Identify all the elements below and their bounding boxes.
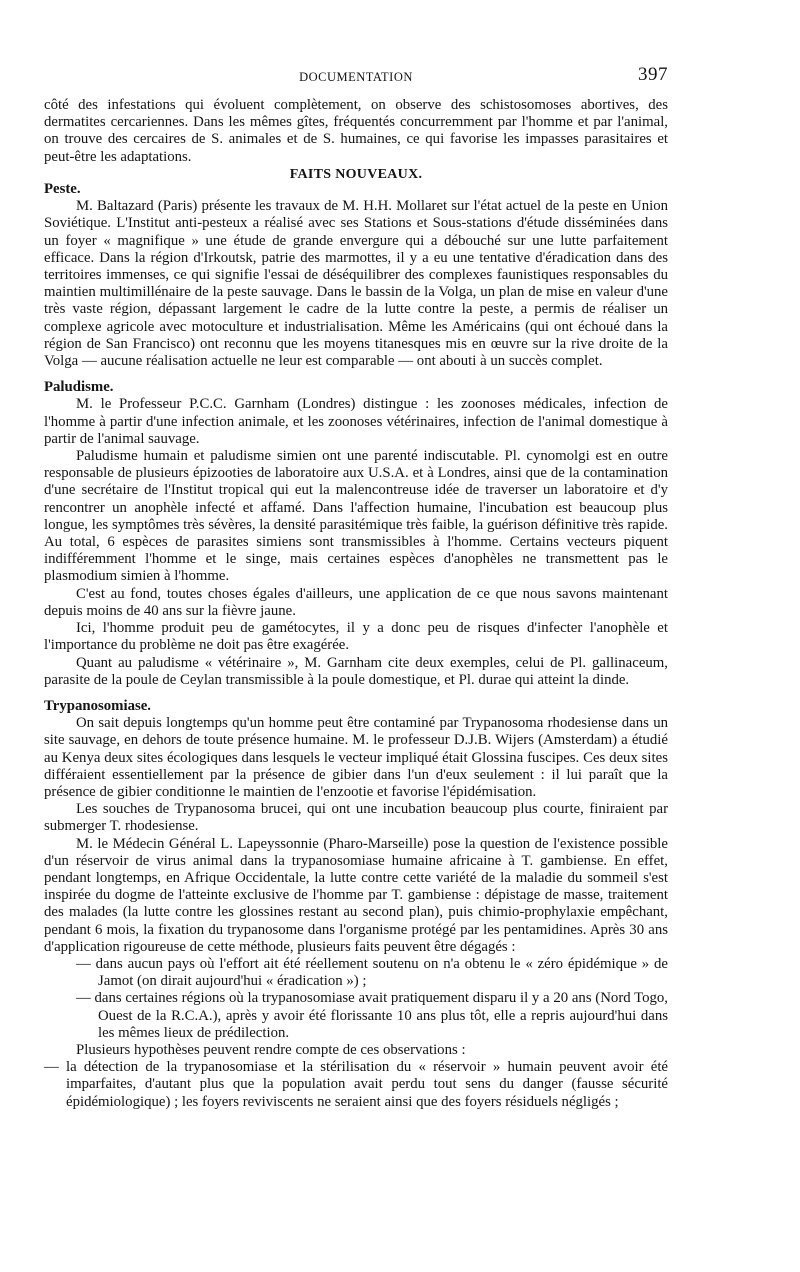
- article-body: [44, 97, 668, 1111]
- paludisme-paragraph-1: M. le Professeur P.C.C. Garnham (Londres) distingue : les zoonoses médicales, infection de l'homme à partir d'une infection animale, et les zoonoses vétérinaires, infection de l'animal domestique à partir de l'animal sauvage.: [44, 396, 668, 447]
- trypanosomiase-paragraph-2: Les souches de Trypanosoma brucei, qui ont une incubation beaucoup plus courte, finiraient par submerger T. rhodesiense.: [44, 801, 668, 835]
- running-title: DOCUMENTATION: [299, 70, 413, 84]
- list-item: — dans aucun pays où l'effort ait été réellement soutenu on n'a obtenu le « zéro épidémique » de Jamot (on dirait aujourd'hui « éradication ») ;: [76, 955, 668, 990]
- paludisme-paragraph-3: C'est au fond, toutes choses égales d'ailleurs, une application de ce que nous savons maintenant depuis moins de 40 ans sur la fièvre jaune.: [44, 585, 668, 619]
- trypanosomiase-paragraph-3: M. le Médecin Général L. Lapeyssonnie (Pharo-Marseille) pose la question de l'existence possible d'un réservoir de virus animal dans la trypanosomiase humaine africaine à T. gambiense. En effet, pendant longtemps, en Afrique Occidentale, la lutte contre cette variété de la maladie du sommeil s'est inspirée du dogme de l'atteinte exclusive de l'homme par T. gambiense : dépistage de masse, traitement des malades (la lutte contre les glossines restant au second plan), puis chimio-prophylaxie empêchant, pendant 6 mois, la fixation du trypanosome dans l'organisme protégé par les pentamidines. Après 30 ans d'application rigoureuse de cette méthode, plusieurs faits peuvent être dégagés :: [44, 835, 668, 955]
- section-title: FAITS NOUVEAUX.: [289, 166, 423, 182]
- intro-paragraph: côté des infestations qui évoluent complètement, on observe des schistosomoses abortives, des dermatites cercariennes. Dans les mêmes gîtes, fréquentés concurremment par l'homme et par l'animal, on trouve des cercaires de S. animales et de S. humaines, ce qui favorise les impasses parasitaires et peut-être les adaptations.: [44, 97, 668, 165]
- paludisme-paragraph-2: Paludisme humain et paludisme simien ont une parenté indiscutable. Pl. cynomolgi est en outre responsable de plusieurs épizooties de laboratoire aux U.S.A. et à Londres, ainsi que de la contamination d'une secrétaire de l'Institut tropical qui eut la malencontreuse idée de traverser un laboratoire et d'y rencontrer un anophèle infecté et affamé. Dans l'affection humaine, l'incubation est beaucoup plus longue, les symptômes très sévères, la densité parasitémique très faible, la guérison définitive très rapide. Au total, 6 espèces de parasites simiens sont transmissibles à l'homme. Certains vecteurs piquent indifféremment l'homme et le singe, mais certaines espèces d'anophèles ne transmettent pas le plasmodium simien à l'homme.: [44, 448, 668, 585]
- heading-peste: Peste.: [44, 181, 81, 198]
- trypanosomiase-paragraph-1: On sait depuis longtemps qu'un homme peut être contaminé par Trypanosoma rhodesiense dans un site sauvage, en dehors de toute présence humaine. M. le professeur D.J.B. Wijers (Amsterdam) a étudié au Kenya deux sites écologiques dans lesquels le vecteur impliqué était Glossina fuscipes. Ces deux sites différaient essentiellement par la présence de gibier dans l'un d'eux seulement : il lui paraît que la présence de gibier conditionne le maintien de l'enzootie et favorise l'épidémisation.: [44, 715, 668, 800]
- list-item: — dans certaines régions où la trypanosomiase avait pratiquement disparu il y a 20 ans (Nord Togo, Ouest de la R.C.A.), après y avoir été florissante 10 ans plus tôt, elle a repris aujourd'hui dans les mêmes lieux de prédilection.: [76, 990, 668, 1041]
- trypanosomiase-paragraph-4: Plusieurs hypothèses peuvent rendre compte de ces observations :: [76, 1041, 466, 1058]
- heading-paludisme: Paludisme.: [44, 379, 114, 396]
- heading-trypanosomiase: Trypanosomiase.: [44, 697, 152, 714]
- list-item: — la détection de la trypanosomiase et la stérilisation du « réservoir » humain peuvent avoir été imparfaites, d'autant plus que la population avait perdu tout sens du danger (fausse sécurité épidémiologique) ; les foyers reviviscents ne seraient ainsi que des foyers résiduels négligés ;: [44, 1059, 668, 1110]
- page-number: 397: [638, 64, 668, 85]
- paludisme-paragraph-4: Ici, l'homme produit peu de gamétocytes, il y a donc peu de risques d'infecter l'anophèle et l'importance du problème ne doit pas être exagérée.: [44, 620, 668, 654]
- peste-paragraph: M. Baltazard (Paris) présente les travaux de M. H.H. Mollaret sur l'état actuel de la peste en Union Soviétique. L'Institut anti-pesteux a réalisé avec ses Stations et Sous-stations d'étude disséminées dans un foyer « magnifique » une étude de grande envergure qui a débouché sur une lutte parfaitement efficace. Dans la région d'Irkoutsk, patrie des marmottes, il y a eu une tentative d'éradication dans des territoires immenses, ce qui signifie l'essai de déséquilibrer des complexes faunistiques responsables du maintien multimillénaire de la peste sauvage. Dans le bassin de la Volga, un plan de mise en valeur d'une très vaste région, dépassant largement le cadre de la lutte contre la peste, a permis de réaliser un complexe agricole avec motoculture et industrialisation. Même les Américains (qui ont échoué dans la région de San Francisco) ont reconnu que les moyens titanesques mis en œuvre sur la rive droite de la Volga — aucune réalisation actuelle ne leur est comparable — ont abouti à un succès complet.: [44, 198, 668, 370]
- paludisme-paragraph-5: Quant au paludisme « vétérinaire », M. Garnham cite deux exemples, celui de Pl. gallinaceum, parasite de la poule de Ceylan transmissible à la poule domestique, et Pl. durae qui atteint la dinde.: [44, 654, 668, 688]
